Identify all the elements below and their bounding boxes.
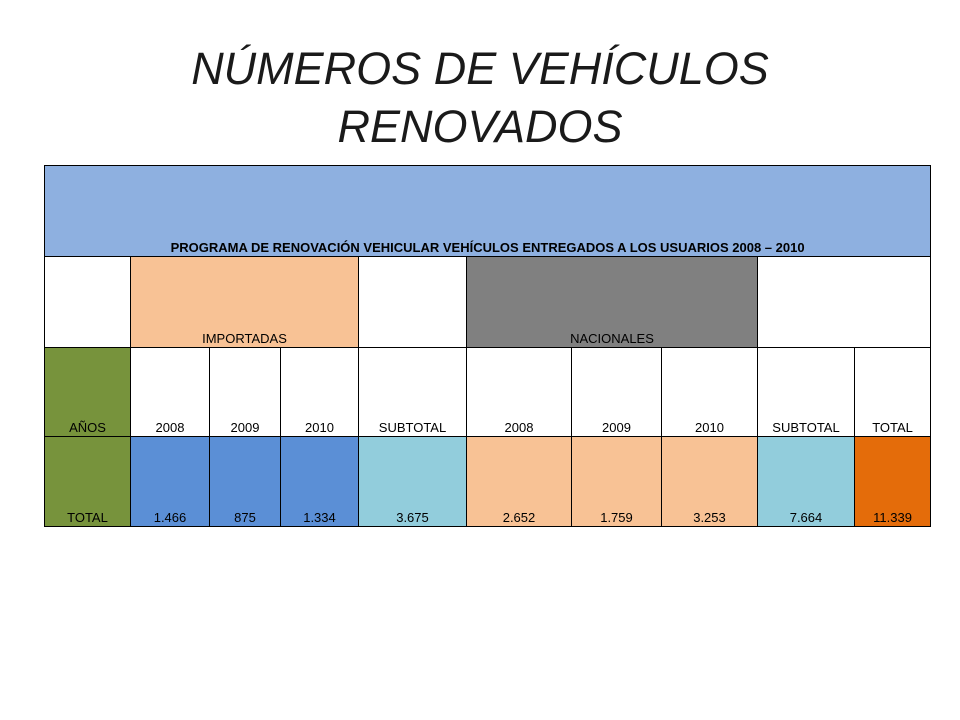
title-line-1: NÚMEROS DE VEHÍCULOS bbox=[191, 43, 769, 94]
empty-cell bbox=[758, 257, 931, 348]
subtotal-header-cell: SUBTOTAL bbox=[758, 348, 855, 437]
nacional-subtotal-cell: 7.664 bbox=[758, 437, 855, 527]
group-nacionales: NACIONALES bbox=[467, 257, 758, 348]
years-row-label: AÑOS bbox=[45, 348, 131, 437]
import-value-cell: 875 bbox=[210, 437, 281, 527]
total-header-cell: TOTAL bbox=[855, 348, 931, 437]
subtotal-header-cell: SUBTOTAL bbox=[359, 348, 467, 437]
title-line-2: RENOVADOS bbox=[337, 101, 623, 152]
table-header-cell: PROGRAMA DE RENOVACIÓN VEHICULAR VEHÍCULOS ENTREGADOS A LOS USUARIOS 2008 – 2010 bbox=[45, 166, 931, 257]
group-importadas: IMPORTADAS bbox=[131, 257, 359, 348]
year-cell: 2010 bbox=[662, 348, 758, 437]
table-header-row bbox=[45, 166, 931, 257]
years-row bbox=[45, 348, 931, 437]
nacional-value-cell: 2.652 bbox=[467, 437, 572, 527]
import-value-cell: 1.466 bbox=[131, 437, 210, 527]
nacional-value-cell: 1.759 bbox=[572, 437, 662, 527]
totals-row-label: TOTAL bbox=[45, 437, 131, 527]
import-subtotal-cell: 3.675 bbox=[359, 437, 467, 527]
group-row bbox=[45, 257, 931, 348]
year-cell: 2009 bbox=[572, 348, 662, 437]
year-cell: 2010 bbox=[281, 348, 359, 437]
year-cell: 2008 bbox=[467, 348, 572, 437]
renovation-table bbox=[44, 165, 931, 527]
empty-cell bbox=[45, 257, 131, 348]
empty-cell bbox=[359, 257, 467, 348]
totals-row bbox=[45, 437, 931, 527]
nacional-value-cell: 3.253 bbox=[662, 437, 758, 527]
grand-total-cell: 11.339 bbox=[855, 437, 931, 527]
import-value-cell: 1.334 bbox=[281, 437, 359, 527]
year-cell: 2009 bbox=[210, 348, 281, 437]
slide-title bbox=[60, 40, 900, 156]
year-cell: 2008 bbox=[131, 348, 210, 437]
